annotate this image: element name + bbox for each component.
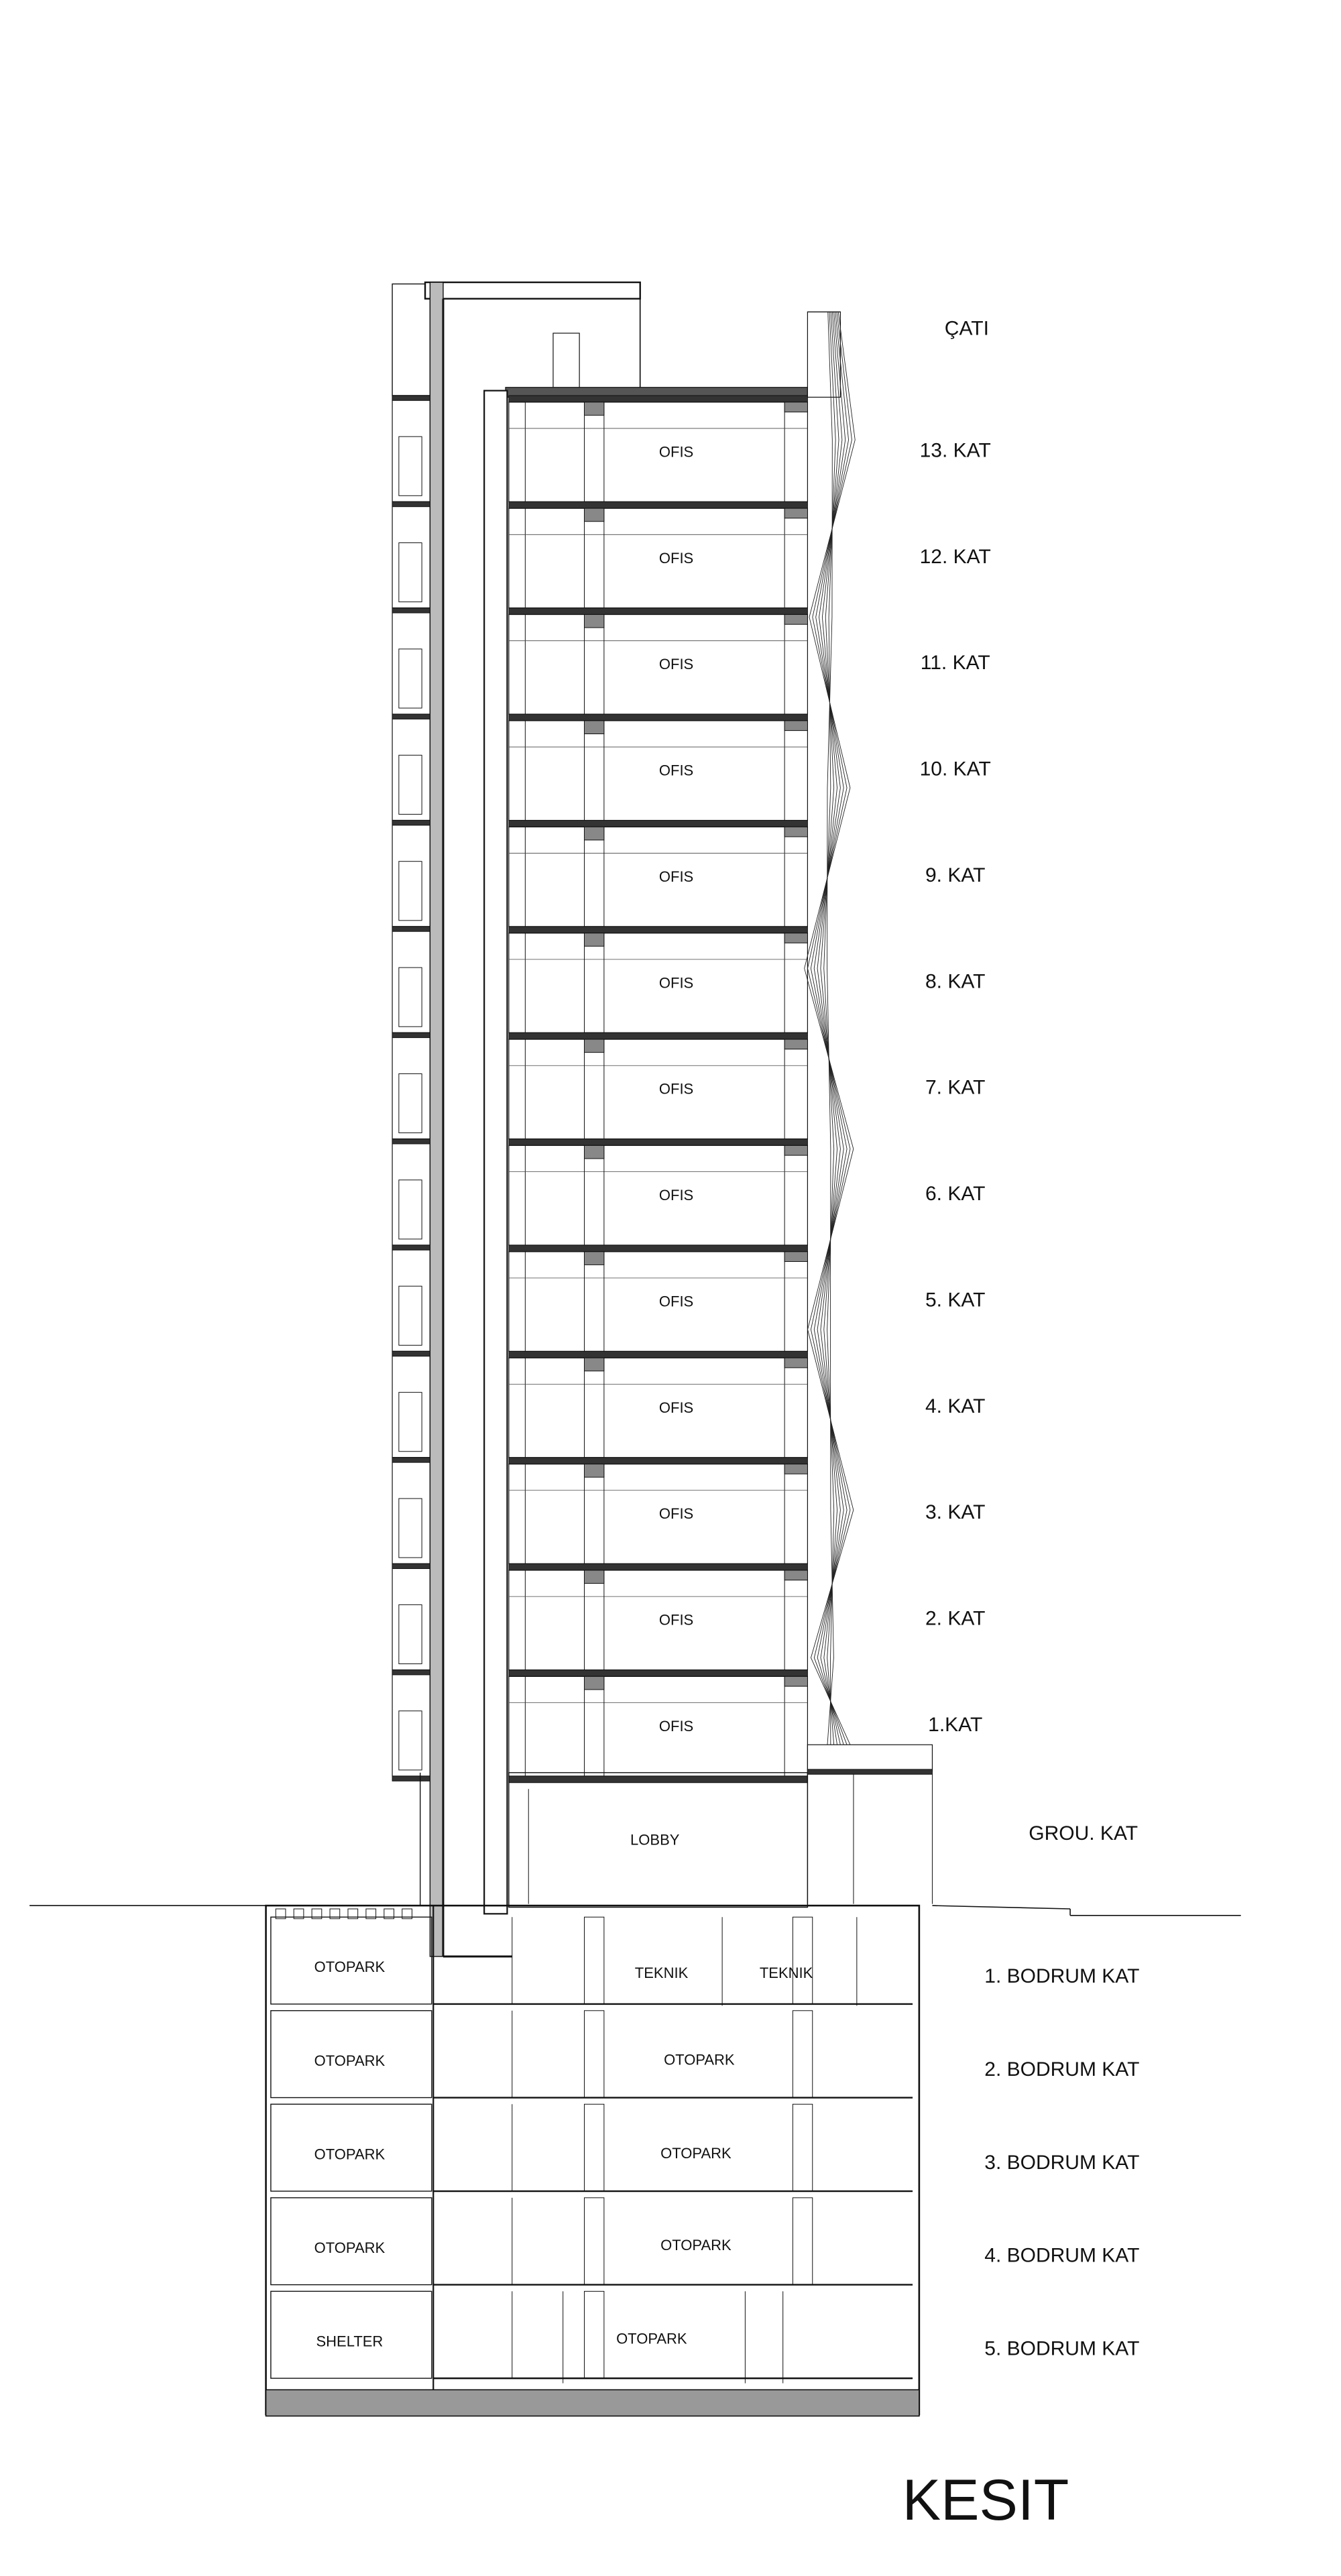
floor-10-west-slab [392,714,430,719]
floor-6-slab [509,1139,808,1146]
floor-10-slab [509,714,808,721]
floor-8-west-door [399,968,422,1027]
floor-8-volume [509,933,808,1033]
floor-12-beam [584,508,603,522]
roof-parapet-left [392,284,430,396]
floor-12-edge-beam [784,508,807,518]
floor-4-column [584,1358,603,1458]
floor-13-west-bay [392,396,430,502]
floor-9-edge-beam [784,827,807,837]
floor-4-beam [584,1358,603,1371]
lobby-label: LOBBY [630,1831,680,1849]
floor-5-west-slab [392,1245,430,1250]
level-label-b2: 2. BODRUM KAT [984,2058,1140,2081]
floor-9-west-bay [392,821,430,927]
floor-8-edge-beam [784,933,807,943]
floor-2-column [584,1570,603,1670]
basement-1-column-a [584,1917,603,2004]
floor-9-west-door [399,862,422,921]
floor-8-beam [584,933,603,947]
floor-4-room-label: OFIS [658,1399,694,1416]
floor-11-west-door [399,649,422,708]
basement-2-left-label: OTOPARK [314,2052,386,2069]
floor-6-west-bay [392,1139,430,1245]
floor-1-west-door [399,1711,422,1770]
floor-8-slab [509,927,808,933]
basement-2-column-b [793,2011,812,2098]
floor-3-west-slab [392,1458,430,1462]
floor-9-slab [509,821,808,827]
level-label-b4: 4. BODRUM KAT [984,2244,1140,2267]
level-label-10: 10. KAT [919,758,991,780]
floor-9-beam [584,827,603,840]
floor-12-west-door [399,543,422,602]
floor-6-west-door [399,1180,422,1239]
floor-5-edge-beam [784,1252,807,1262]
basement-1-column-b [793,1917,812,2004]
level-label-4: 4. KAT [925,1395,986,1417]
floor-11-room-label: OFIS [658,656,694,673]
floor-6-room-label: OFIS [658,1187,694,1204]
floor-4-slab [509,1351,808,1358]
core-wall-left [430,282,443,1956]
floor-6-volume [509,1145,808,1245]
floor-9-column [584,827,603,927]
floor-7-edge-beam [784,1039,807,1049]
floor-3-edge-beam [784,1464,807,1474]
floor-2-beam [584,1570,603,1584]
floor-3-room-label: OFIS [658,1505,694,1523]
ground-line-right [932,1906,1070,1909]
floor-6-column [584,1145,603,1245]
basement-4-column-b [793,2198,812,2285]
facade-fin-3 [821,312,839,1745]
floor-3-beam [584,1464,603,1478]
level-label-cati: ÇATI [944,317,989,340]
floor-5-west-bay [392,1245,430,1351]
west-bottom-slab [392,1776,430,1781]
floor-7-slab [509,1033,808,1039]
basement-3-column-a [584,2104,603,2191]
floor-11-west-slab [392,608,430,613]
floor-7-west-bay [392,1033,430,1138]
facade-fins [805,312,856,1745]
level-label-11: 11. KAT [920,652,990,675]
floor-3-volume [509,1464,808,1564]
floor-5-beam [584,1252,603,1265]
floor-11-volume [509,615,808,715]
facade-fin-2 [824,312,835,1745]
floor-12-slab [509,502,808,508]
floor-5-column [584,1252,603,1352]
basement-4-left-label: OTOPARK [314,2239,386,2256]
floor-11-west-bay [392,608,430,714]
floor-1-west-slab [392,1670,430,1675]
floor-9-west-slab [392,821,430,825]
basement-3-column-b [793,2104,812,2191]
level-label-7: 7. KAT [925,1076,986,1099]
level-label-3: 3. KAT [925,1501,986,1524]
canopy [807,1745,932,1771]
floor-5-west-door [399,1286,422,1345]
b3-otopark-label: OTOPARK [660,2145,732,2162]
basement-5-left-label: SHELTER [316,2333,384,2350]
floor-10-volume [509,721,808,821]
floor-2-west-door [399,1604,422,1663]
floor-11-column [584,615,603,715]
floor-2-slab [509,1564,808,1570]
floor-12-volume [509,508,808,608]
floor-2-west-bay [392,1564,430,1670]
b2-otopark-label: OTOPARK [664,2051,735,2068]
floor-13-beam [584,402,603,416]
floor-3-slab [509,1458,808,1464]
floor-4-west-bay [392,1351,430,1457]
floor-12-column [584,508,603,608]
b5-otopark-label: OTOPARK [616,2330,687,2347]
floor-10-edge-beam [784,721,807,731]
floor-1-column [584,1676,603,1776]
floor-4-volume [509,1358,808,1458]
level-label-6: 6. KAT [925,1183,986,1206]
roof-door [553,333,579,392]
floor-4-west-door [399,1393,422,1452]
floor-13-edge-beam [784,402,807,412]
floor-7-room-label: OFIS [658,1080,694,1098]
level-label-13: 13. KAT [919,439,991,462]
level-label-12: 12. KAT [919,545,991,568]
b4-otopark-label: OTOPARK [660,2237,732,2254]
floor-6-beam [584,1145,603,1159]
floor-1-beam [584,1676,603,1690]
floor-3-column [584,1464,603,1564]
level-label-b5: 5. BODRUM KAT [984,2337,1140,2360]
facade-fin-5 [814,312,846,1745]
floor-12-room-label: OFIS [658,549,694,567]
floor-10-room-label: OFIS [658,762,694,779]
floor-8-column [584,933,603,1033]
basement-5-column-a [584,2291,603,2378]
floor-labels [920,317,1140,2359]
level-label-1: 1.KAT [928,1714,983,1737]
floor-10-column [584,721,603,821]
room-labels [314,443,813,2349]
basement-1-left-label: OTOPARK [314,1958,386,1976]
floor-1-edge-beam [784,1676,807,1686]
facade-fin-7 [808,312,852,1745]
floor-7-volume [509,1039,808,1139]
floor-3-west-bay [392,1458,430,1564]
roof-slab [425,282,640,298]
floor-7-beam [584,1039,603,1053]
floor-9-volume [509,827,808,927]
teknik-2-label: TEKNIK [759,1964,813,1981]
floor-8-room-label: OFIS [658,974,694,992]
level-label-2: 2. KAT [925,1607,986,1630]
floor-1-west-bay [392,1670,430,1776]
floor-11-edge-beam [784,615,807,625]
level-label-ground: GROU. KAT [1029,1822,1139,1845]
floor-1-volume [509,1676,808,1776]
basement-4-column-a [584,2198,603,2285]
floor-12-west-slab [392,502,430,506]
floor-2-west-slab [392,1564,430,1568]
facade-fin-6 [811,312,848,1745]
floor-5-room-label: OFIS [658,1293,694,1310]
floor-11-beam [584,615,603,628]
floor-12-west-bay [392,502,430,607]
facade-fin-4 [817,312,842,1745]
floor-1-room-label: OFIS [658,1718,694,1735]
floor-2-room-label: OFIS [658,1611,694,1629]
floor-4-west-slab [392,1351,430,1356]
floor-2-volume [509,1570,808,1670]
level-label-b1: 1. BODRUM KAT [984,1965,1140,1988]
floor-6-edge-beam [784,1145,807,1155]
floor-1-slab [509,1670,808,1677]
drawing-title: KESIT [902,2468,1069,2532]
teknik-1-label: TEKNIK [634,1964,689,1981]
floor-13-room-label: OFIS [658,443,694,461]
floor-4-edge-beam [784,1358,807,1368]
floor-9-room-label: OFIS [658,868,694,885]
floor-1-bottom-slab [509,1776,808,1783]
basement-3-left-label: OTOPARK [314,2146,386,2163]
floor-10-beam [584,721,603,734]
floor-13-volume [509,402,808,502]
level-label-b3: 3. BODRUM KAT [984,2151,1140,2174]
level-label-9: 9. KAT [925,864,986,886]
floor-5-volume [509,1252,808,1352]
floor-7-west-slab [392,1033,430,1037]
floor-3-west-door [399,1499,422,1558]
floor-8-west-bay [392,927,430,1033]
floor-5-slab [509,1245,808,1252]
floor-13-west-slab [392,396,430,400]
canopy-slab [807,1769,932,1774]
core-wall-right [484,391,507,1914]
facade-fin-8 [805,312,856,1745]
floor-7-column [584,1039,603,1139]
floor-13-column [584,402,603,502]
foundation [266,2390,919,2416]
floor-10-west-door [399,755,422,814]
level-label-5: 5. KAT [925,1289,986,1311]
floor-13-slab [509,396,808,402]
level-label-8: 8. KAT [925,970,986,993]
floor-7-west-door [399,1073,422,1132]
floor-6-west-slab [392,1139,430,1144]
floor-2-edge-beam [784,1570,807,1580]
floor-11-slab [509,608,808,615]
basement-2-column-a [584,2011,603,2098]
floor-8-west-slab [392,927,430,931]
floor-10-west-bay [392,714,430,820]
floor-13-west-door [399,436,422,495]
